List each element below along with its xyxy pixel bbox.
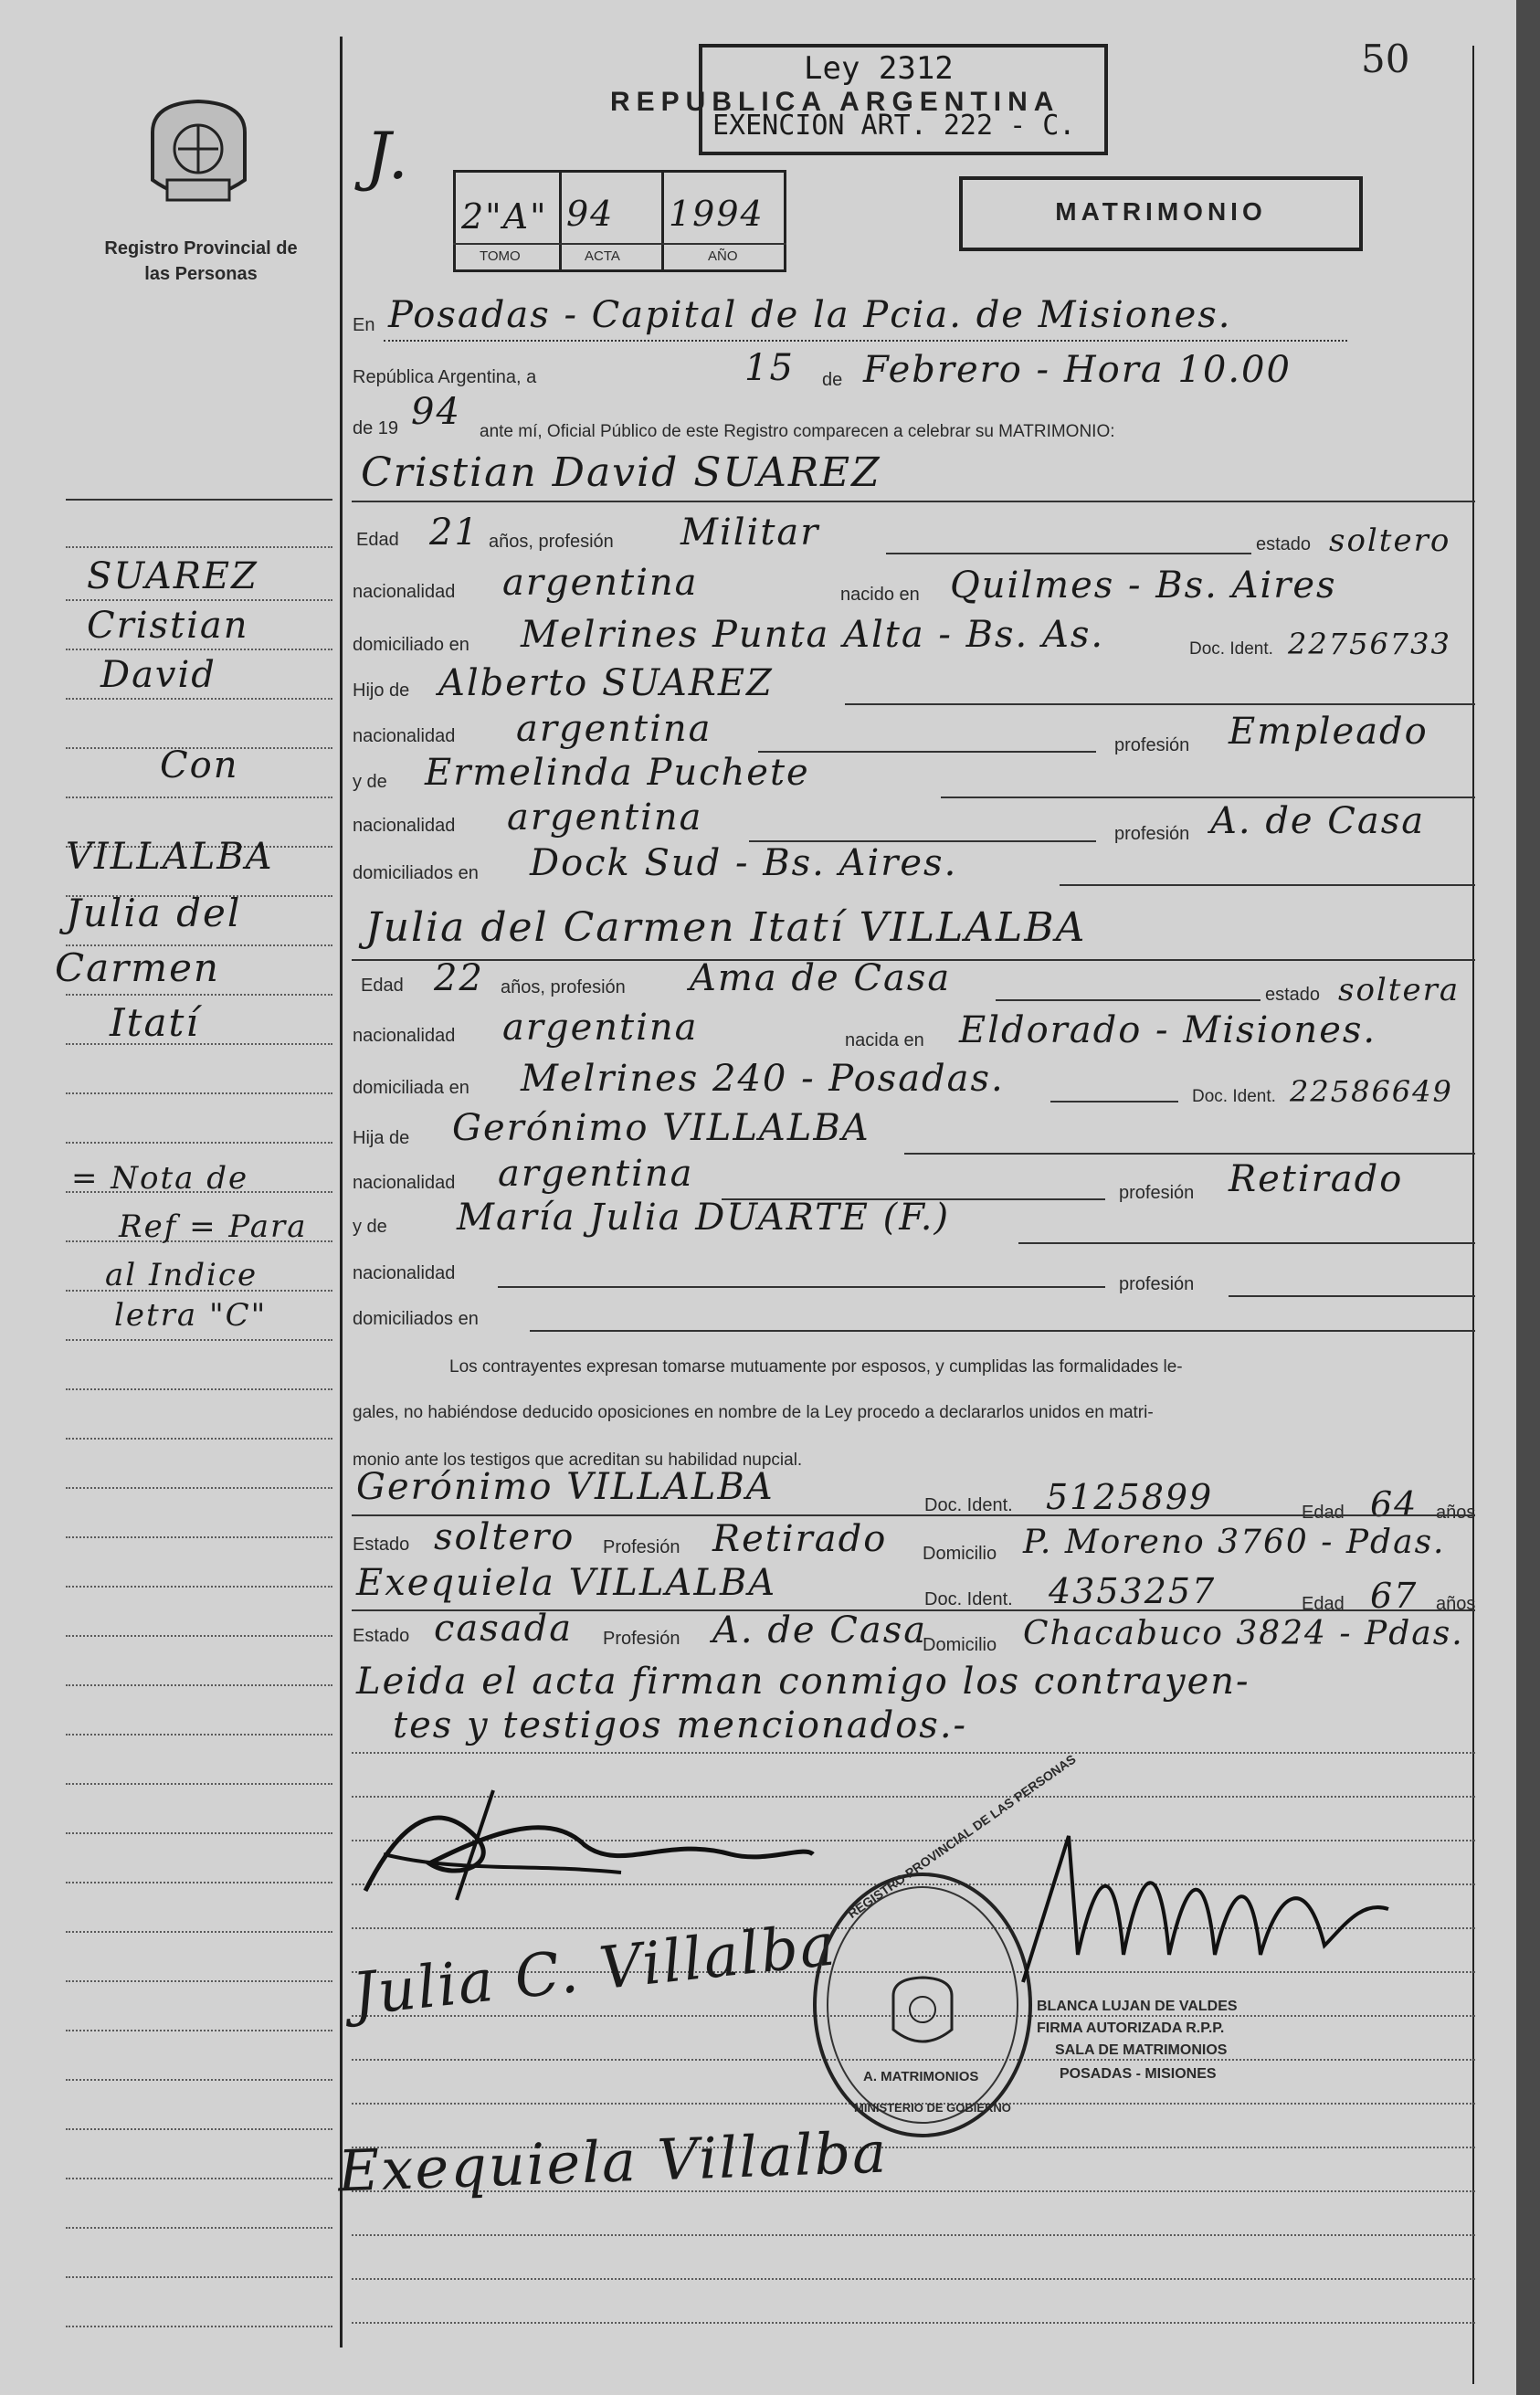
groom-padre-nac: argentina [516, 708, 712, 750]
acta-value: 94 [566, 194, 615, 234]
witness1-domicilio: P. Moreno 3760 - Pdas. [1023, 1524, 1446, 1561]
margin-first-name: Cristian [87, 605, 249, 647]
groom-estado-label: estado [1256, 534, 1312, 554]
witness1-edad: 64 [1370, 1484, 1419, 1525]
witness1-name: Gerónimo VILLALBA [356, 1466, 775, 1508]
bride-prof-label: años, profesión [501, 977, 626, 997]
marriage-place: Posadas - Capital de la Pcia. de Misiones. [388, 294, 1232, 336]
bride-madre: María Julia DUARTE (F.) [457, 1197, 951, 1239]
signature-witness: Exequiela Villalba [336, 2118, 890, 2205]
bride-doc: 22586649 [1290, 1074, 1453, 1109]
margin-note-line3: al Indice [105, 1257, 258, 1293]
margin-middle-name: David [100, 654, 216, 696]
page-edge [1516, 0, 1540, 2395]
groom-name: Cristian David SUAREZ [361, 449, 881, 496]
groom-yde-label: y de [353, 772, 387, 792]
witness1-estado-label: Estado [353, 1535, 410, 1555]
margin-note-line4: letra "C" [114, 1297, 268, 1334]
groom-prof-label: años, profesión [489, 532, 614, 552]
right-rule [1472, 46, 1474, 2384]
year-prefix: de 19 [353, 418, 399, 438]
year-suffix: 94 [411, 391, 461, 433]
bride-dom-label: domiciliada en [353, 1078, 469, 1098]
witness1-doc: 5125899 [1046, 1477, 1214, 1517]
bride-nacida-label: nacida en [845, 1030, 924, 1050]
signature-official [1014, 1818, 1398, 2000]
page-number: 50 [1361, 37, 1410, 81]
bride-edad: 22 [434, 957, 484, 999]
witness2-profesion: A. de Casa [712, 1609, 928, 1651]
witness1-anos-label: años [1436, 1503, 1476, 1523]
declaration-line2: gales, no habiéndose deducido oposiciones en nombre de la Ley procedo a declararlos unidos en matri- [353, 1403, 1154, 1422]
witness1-edad-label: Edad [1302, 1503, 1345, 1523]
witness2-domicilio: Chacabuco 3824 - Pdas. [1023, 1615, 1464, 1652]
bride-madre-prof-label: profesión [1119, 1274, 1195, 1294]
witness2-name: Exequiela VILLALBA [356, 1562, 777, 1604]
official-location: POSADAS - MISIONES [1060, 2066, 1217, 2082]
bride-padre-nac-label: nacionalidad [353, 1173, 456, 1193]
groom-nac-label: nacionalidad [353, 582, 456, 602]
ano-label: AÑO [708, 248, 738, 264]
groom-hijo-label: Hijo de [353, 681, 410, 701]
groom-madre: Ermelinda Puchete [425, 752, 810, 794]
bride-nacionalidad: argentina [502, 1007, 699, 1049]
groom-padre-nac-label: nacionalidad [353, 726, 456, 746]
country-header: REPUBLICA ARGENTINA [610, 87, 1060, 117]
law-stamp-line2: EXENCION ART. 222 - C. [712, 110, 1076, 142]
bride-doc-label: Doc. Ident. [1192, 1087, 1276, 1106]
groom-nacido-label: nacido en [840, 585, 920, 605]
document-type: MATRIMONIO [1055, 197, 1267, 226]
witness2-dom-label: Domicilio [923, 1635, 997, 1655]
witness1-dom-label: Domicilio [923, 1544, 997, 1564]
bride-name: Julia del Carmen Itatí VILLALBA [365, 904, 1087, 951]
witness1-estado: soltero [434, 1516, 575, 1558]
bride-profesion: Ama de Casa [690, 957, 952, 999]
bride-padre-prof: Retirado [1229, 1158, 1404, 1200]
groom-madre-nac-label: nacionalidad [353, 816, 456, 836]
tomo-value: 2"A" [461, 196, 548, 237]
groom-doc-label: Doc. Ident. [1189, 639, 1273, 659]
ano-value: 1994 [669, 194, 765, 234]
closing-line1: Leida el acta firman conmigo los contrayen- [356, 1661, 1250, 1703]
witness2-doc-label: Doc. Ident. [924, 1589, 1013, 1609]
witness2-doc: 4353257 [1049, 1571, 1217, 1611]
bride-padre-prof-label: profesión [1119, 1183, 1195, 1203]
bride-estado-label: estado [1265, 985, 1321, 1005]
witness2-estado: casada [434, 1608, 574, 1650]
seal-inner-text: A. MATRIMONIOS [863, 2069, 979, 2084]
bride-nacida-en: Eldorado - Misiones. [959, 1009, 1377, 1051]
groom-profesion: Militar [680, 512, 820, 554]
official-office: SALA DE MATRIMONIOS [1055, 2042, 1228, 2058]
bride-nac-label: nacionalidad [353, 1026, 456, 1046]
margin-note-line2: Ref = Para [119, 1208, 308, 1245]
seal-bottom-text: MINISTERIO DE GOBIERNO [854, 2101, 1011, 2115]
margin-bride-name: Julia del [66, 891, 242, 935]
de-label: de [822, 370, 843, 390]
official-title: FIRMA AUTORIZADA R.P.P. [1037, 2020, 1225, 2036]
groom-domicilio: Melrines Punta Alta - Bs. As. [521, 614, 1105, 656]
signature-bride: Julia C. Villalba [349, 1911, 840, 2030]
closing-line2: tes y testigos mencionados.- [393, 1704, 968, 1746]
margin-note-line1: = Nota de [71, 1160, 249, 1197]
law-stamp-line1: Ley 2312 [804, 50, 954, 87]
marriage-day: 15 [744, 347, 795, 389]
bride-domicilio: Melrines 240 - Posadas. [521, 1058, 1005, 1100]
republic-label: República Argentina, a [353, 367, 537, 387]
groom-nacionalidad: argentina [502, 562, 699, 604]
groom-madre-nac: argentina [507, 797, 703, 839]
margin-rule [340, 37, 343, 2348]
margin-bride-name2: Carmen [55, 945, 220, 990]
groom-edad-label: Edad [356, 530, 399, 550]
groom-doms-label: domiciliados en [353, 863, 479, 883]
witness1-doc-label: Doc. Ident. [924, 1495, 1013, 1515]
acta-label: ACTA [585, 248, 620, 264]
marriage-month-time: Febrero - Hora 10.00 [863, 349, 1292, 391]
registry-name: Registro Provincial de las Personas [104, 238, 298, 284]
groom-nacido-en: Quilmes - Bs. Aires [950, 564, 1337, 607]
bride-doms-label: domiciliados en [353, 1309, 479, 1329]
provincial-emblem [142, 96, 256, 215]
bride-padre-nac: argentina [498, 1153, 694, 1195]
bride-padre: Gerónimo VILLALBA [452, 1107, 870, 1149]
groom-padre-prof-label: profesión [1114, 735, 1190, 755]
initial-mark: J. [365, 119, 410, 194]
declaration-line1: Los contrayentes expresan tomarse mutuamente por esposos, y cumplidas las formalidades le- [449, 1357, 1183, 1377]
witness1-profesion: Retirado [712, 1518, 888, 1560]
margin-con: Con [160, 744, 239, 786]
seal-emblem-icon [886, 1973, 959, 2055]
bride-estado: soltera [1338, 972, 1461, 1008]
groom-padre: Alberto SUAREZ [438, 662, 774, 704]
margin-surname: SUAREZ [87, 555, 258, 597]
groom-estado: soltero [1329, 522, 1451, 559]
groom-doc: 22756733 [1288, 627, 1451, 661]
groom-dom-label: domiciliado en [353, 635, 469, 655]
statement-text: ante mí, Oficial Público de este Registro comparecen a celebrar su MATRIMONIO: [480, 422, 1115, 441]
witness1-prof-label: Profesión [603, 1537, 680, 1557]
groom-madre-prof: A. de Casa [1210, 800, 1426, 842]
tomo-label: TOMO [480, 248, 521, 264]
witness2-edad: 67 [1370, 1576, 1419, 1616]
witness2-prof-label: Profesión [603, 1629, 680, 1649]
groom-madre-prof-label: profesión [1114, 824, 1190, 844]
margin-bride-surname: VILLALBA [66, 836, 274, 878]
bride-hija-label: Hija de [353, 1128, 410, 1148]
groom-padres-dom: Dock Sud - Bs. Aires. [530, 842, 958, 884]
bride-yde-label: y de [353, 1217, 387, 1237]
groom-padre-prof: Empleado [1229, 711, 1429, 753]
seal-ring-text: REGISTRO PROVINCIAL DE LAS PERSONAS [845, 1751, 1079, 1922]
margin-bride-name3: Itatí [110, 1000, 200, 1045]
bride-edad-label: Edad [361, 976, 404, 996]
witness2-anos-label: años [1436, 1594, 1476, 1614]
groom-edad: 21 [429, 512, 480, 554]
witness2-estado-label: Estado [353, 1626, 410, 1646]
declaration-line3: monio ante los testigos que acreditan su habilidad nupcial. [353, 1451, 803, 1470]
en-label: En [353, 315, 375, 335]
signature-groom [347, 1781, 822, 1909]
official-name: BLANCA LUJAN DE VALDES [1037, 1999, 1238, 2014]
bride-madre-nac-label: nacionalidad [353, 1263, 456, 1283]
witness2-edad-label: Edad [1302, 1594, 1345, 1614]
